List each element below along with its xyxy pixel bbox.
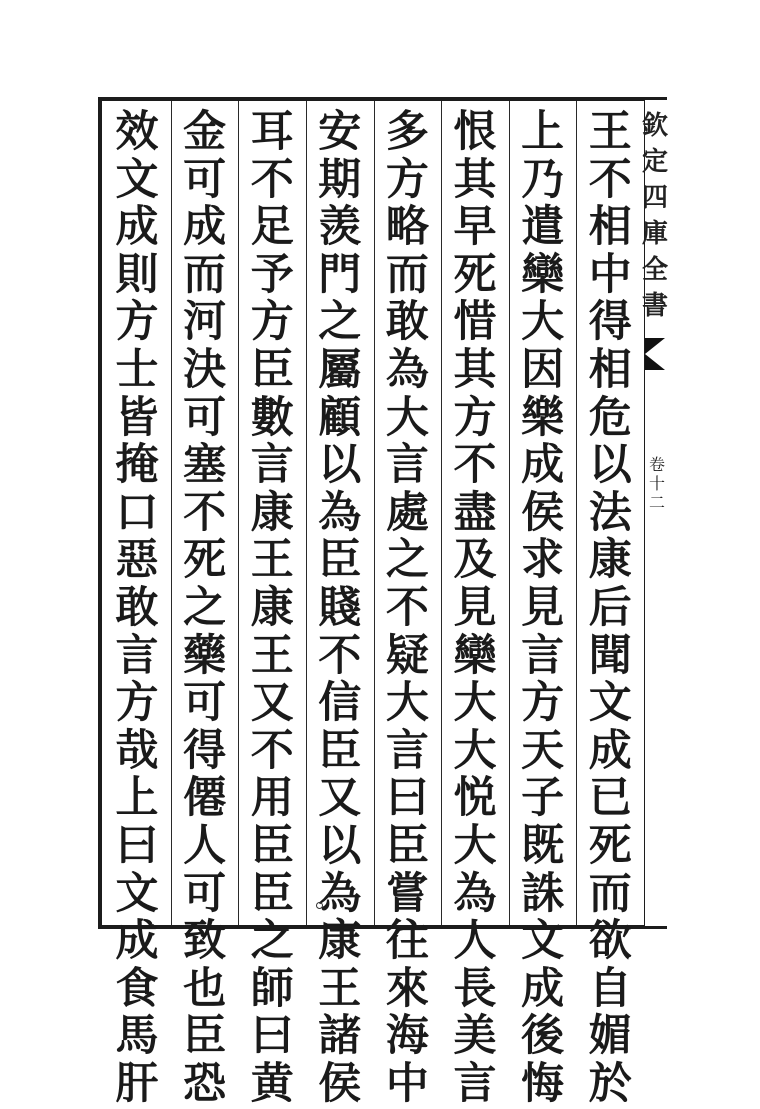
character: 塞 [183,440,227,491]
character: 康 [318,916,362,967]
character: 不 [453,440,497,491]
character: 金 [183,107,227,157]
character: 康 [250,582,294,633]
character: 上 [521,107,565,157]
character: 其 [453,154,497,205]
character: 方 [115,678,159,729]
character: 顧 [318,392,362,443]
character: 期 [318,154,362,205]
character: 遣 [521,202,565,253]
character: 欲 [588,916,632,967]
character: 恨 [453,107,497,157]
character: 可 [183,868,227,919]
text-frame [98,97,645,1109]
character: 卷 [648,455,665,474]
character: 可 [183,678,227,729]
character: 數 [250,392,294,443]
character: 法 [588,487,632,538]
character: 其 [453,344,497,395]
character: 康 [250,487,294,538]
text-column [107,101,167,1109]
character: 成 [115,202,159,253]
character: 之 [250,916,294,967]
character: 早 [453,202,497,253]
character: 欒 [521,249,565,300]
character: 人 [453,916,497,967]
character: 則 [115,249,159,300]
character: 中 [588,249,632,300]
character: 藥 [183,630,227,681]
character: 王 [588,107,632,157]
character: 得 [183,725,227,776]
character: 為 [453,868,497,919]
character: 可 [183,392,227,443]
character: 王 [318,963,362,1014]
character: 死 [588,820,632,871]
character: 方 [385,154,429,205]
character: 大 [453,725,497,776]
character: 信 [318,678,362,729]
character: 食 [115,963,159,1014]
character: 方 [115,297,159,348]
character: 長 [453,963,497,1014]
character: 求 [521,535,565,586]
character: 成 [183,202,227,253]
character: 敢 [115,582,159,633]
character: 媚 [588,1011,632,1062]
character: 危 [588,392,632,443]
character: 臣 [385,820,429,871]
character: 黄 [250,1058,294,1109]
character: 嘗 [385,868,429,919]
column-rule [238,101,239,925]
character: 不 [250,154,294,205]
character: 二 [648,493,665,512]
character: 恐 [183,1058,227,1109]
character: 方 [453,392,497,443]
character: 哉 [115,725,159,776]
character: 因 [521,344,565,395]
character: 文 [115,868,159,919]
character: 既 [521,820,565,871]
character: 王 [250,535,294,586]
character: 中 [385,1058,429,1109]
character: 河 [183,297,227,348]
character: 臣 [250,820,294,871]
character: 屬 [318,344,362,395]
character: 死 [183,535,227,586]
character: 之 [385,535,429,586]
character: 用 [250,773,294,824]
character: 臣 [183,1011,227,1062]
character: 成 [115,916,159,967]
character: 美 [453,1011,497,1062]
character: 而 [183,249,227,300]
character: 及 [453,535,497,586]
column-rule [374,101,375,925]
character: 也 [183,963,227,1014]
character: 為 [318,487,362,538]
character: 大 [385,392,429,443]
punctuation-mark [316,902,323,909]
character: 馬 [115,1011,159,1062]
character: 之 [318,297,362,348]
character: 又 [250,678,294,729]
character: 略 [385,202,429,253]
text-column [445,101,505,1109]
text-column [175,101,235,1109]
character: 天 [521,725,565,776]
character: 羡 [318,202,362,253]
character: 又 [318,773,362,824]
character: 康 [588,535,632,586]
character: 口 [115,487,159,538]
character: 文 [521,916,565,967]
character: 文 [115,154,159,205]
character: 言 [453,1058,497,1109]
character: 方 [250,297,294,348]
character: 門 [318,249,362,300]
character: 不 [385,582,429,633]
character: 成 [588,725,632,776]
text-column [310,101,370,1109]
character: 自 [588,963,632,1014]
column-rule [576,101,577,925]
character: 方 [521,678,565,729]
character: 言 [250,440,294,491]
character: 大 [385,678,429,729]
character: 臣 [318,725,362,776]
character: 往 [385,916,429,967]
character: 侯 [318,1058,362,1109]
character: 曰 [250,1011,294,1062]
character: 為 [385,344,429,395]
character: 成 [521,963,565,1014]
character: 大 [453,820,497,871]
text-column [580,101,640,1109]
character: 皆 [115,392,159,443]
character: 致 [183,916,227,967]
character: 疑 [385,630,429,681]
character: 王 [250,630,294,681]
character: 惜 [453,297,497,348]
character: 子 [521,773,565,824]
character: 臣 [250,344,294,395]
character: 敢 [385,297,429,348]
character: 不 [183,487,227,538]
character: 可 [183,154,227,205]
character: 諸 [318,1011,362,1062]
character: 欽 [641,111,668,141]
character: 曰 [115,820,159,871]
character: 海 [385,1011,429,1062]
character: 四 [641,183,668,213]
column-rule [306,101,307,925]
character: 士 [115,344,159,395]
character: 以 [318,440,362,491]
character: 掩 [115,440,159,491]
character: 見 [453,582,497,633]
character: 以 [588,440,632,491]
character: 耳 [250,107,294,157]
character: 聞 [588,630,632,681]
character: 曰 [385,773,429,824]
character: 全 [641,255,668,285]
character: 十 [648,474,665,493]
character: 言 [385,725,429,776]
book-title [640,108,670,324]
character: 肝 [115,1058,159,1109]
character: 言 [521,630,565,681]
column-rule [441,101,442,925]
character: 不 [588,154,632,205]
character: 效 [115,107,159,157]
character: 僊 [183,773,227,824]
character: 足 [250,202,294,253]
character: 上 [115,773,159,824]
column-rule [171,101,172,925]
character: 后 [588,582,632,633]
character: 多 [385,107,429,157]
character: 相 [588,344,632,395]
character: 悔 [521,1058,565,1109]
character: 定 [641,147,668,177]
character: 後 [521,1011,565,1062]
character: 來 [385,963,429,1014]
character: 書 [641,291,668,321]
character: 誅 [521,868,565,919]
character: 處 [385,487,429,538]
character: 不 [318,630,362,681]
character: 於 [588,1058,632,1109]
character: 大 [521,297,565,348]
column-rule [509,101,510,925]
character: 得 [588,297,632,348]
character: 樂 [521,392,565,443]
character: 見 [521,582,565,633]
character: 庫 [641,219,668,249]
text-column [377,101,437,1109]
text-column [513,101,573,1109]
character: 侯 [521,487,565,538]
character: 已 [588,773,632,824]
character: 臣 [318,535,362,586]
text-column [242,101,302,1109]
character: 賤 [318,582,362,633]
character: 乃 [521,154,565,205]
character: 決 [183,344,227,395]
character: 言 [115,630,159,681]
character: 死 [453,249,497,300]
character: 以 [318,820,362,871]
fish-tail-mark [645,338,665,370]
character: 人 [183,820,227,871]
character: 言 [385,440,429,491]
character: 而 [588,868,632,919]
volume-label [646,455,668,512]
character: 悦 [453,773,497,824]
character: 之 [183,582,227,633]
character: 不 [250,725,294,776]
character: 而 [385,249,429,300]
character: 惡 [115,535,159,586]
character: 盡 [453,487,497,538]
character: 欒 [453,630,497,681]
character: 成 [521,440,565,491]
character: 相 [588,202,632,253]
character: 為 [318,868,362,919]
character: 安 [318,107,362,157]
character: 予 [250,249,294,300]
character: 臣 [250,868,294,919]
character: 文 [588,678,632,729]
character: 師 [250,963,294,1014]
character: 大 [453,678,497,729]
